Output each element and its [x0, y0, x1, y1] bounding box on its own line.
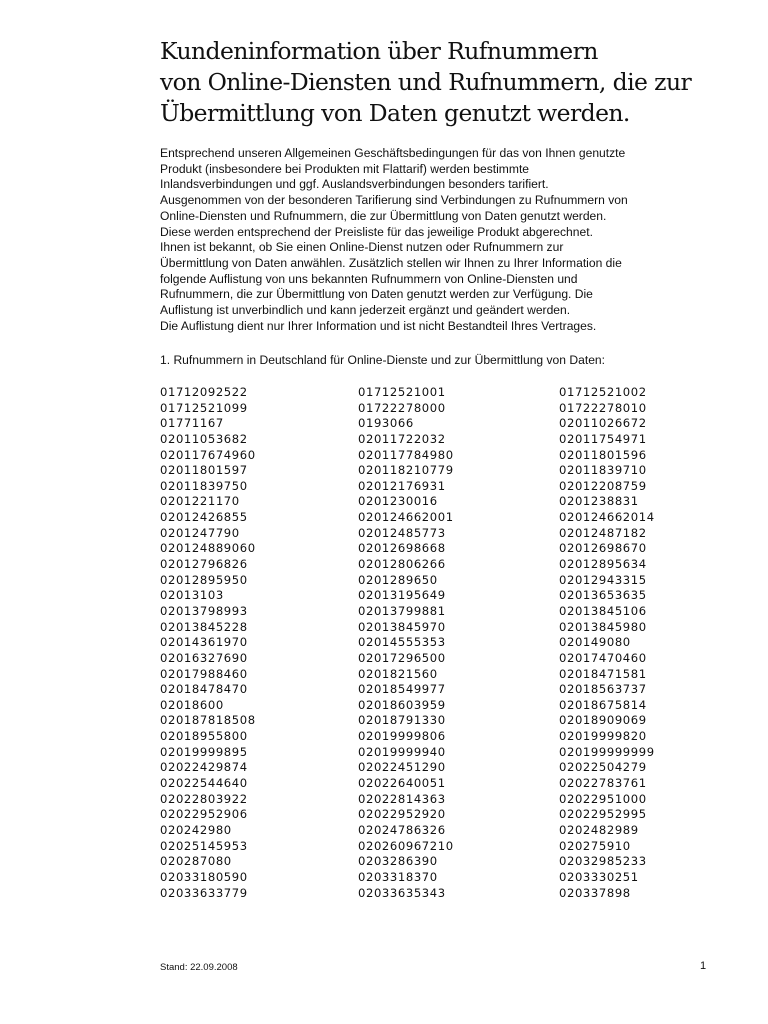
phone-number: 02012698668	[358, 541, 446, 556]
phone-number: 020124662014	[559, 510, 655, 525]
phone-number: 02022504279	[559, 760, 647, 775]
phone-number: 02022952920	[358, 807, 446, 822]
phone-number: 020124662001	[358, 510, 454, 525]
page-title	[160, 36, 740, 129]
phone-number: 02011026672	[559, 416, 647, 431]
phone-number: 0201289650	[358, 572, 438, 587]
phone-number: 02013845980	[559, 619, 647, 634]
phone-number: 02019999806	[358, 729, 446, 744]
number-row	[160, 588, 720, 604]
phone-number: 01722278000	[358, 400, 446, 415]
number-row	[160, 667, 720, 683]
phone-number: 02011722032	[358, 431, 446, 446]
phone-number: 02018675814	[559, 697, 647, 712]
phone-number: 02011801596	[559, 447, 647, 462]
phone-number: 02019999895	[160, 744, 248, 759]
phone-number: 02018549977	[358, 682, 446, 697]
phone-number: 02022951000	[559, 791, 647, 806]
phone-number: 020118210779	[358, 463, 454, 478]
phone-number: 02017470460	[559, 650, 647, 665]
phone-number: 02019999820	[559, 729, 647, 744]
intro-line: Auflistung ist unverbindlich und kann jederzeit ergänzt und geändert werden.	[160, 303, 571, 318]
phone-number: 02013845970	[358, 619, 446, 634]
phone-number: 02018471581	[559, 666, 647, 681]
phone-number: 020337898	[559, 885, 631, 900]
phone-number: 02022640051	[358, 776, 446, 791]
number-row	[160, 573, 720, 589]
phone-number: 020260967210	[358, 838, 454, 853]
number-row	[160, 401, 720, 417]
intro-line: Inlandsverbindungen und ggf. Auslandsverbindungen besonders tarifiert.	[160, 177, 549, 192]
number-row	[160, 448, 720, 464]
phone-number: 0203318370	[358, 869, 438, 884]
intro-line: Produkt (insbesondere bei Produkten mit Flattarif) werden bestimmte	[160, 161, 530, 176]
intro-line: Die Auflistung dient nur Ihrer Information und ist nicht Bestandteil Ihres Vertrages.	[160, 318, 597, 333]
phone-number: 02022451290	[358, 760, 446, 775]
phone-number: 02018563737	[559, 682, 647, 697]
phone-number: 020287080	[160, 854, 232, 869]
phone-number: 01771167	[160, 416, 224, 431]
phone-number: 0201230016	[358, 494, 438, 509]
intro-line: Ihnen ist bekannt, ob Sie einen Online-Dienst nutzen oder Rufnummern zur	[160, 240, 564, 255]
phone-number: 02017988460	[160, 666, 248, 681]
phone-number: 02013845228	[160, 619, 248, 634]
phone-number: 02025145953	[160, 838, 248, 853]
phone-number: 020117674960	[160, 447, 256, 462]
phone-number: 01712521001	[358, 385, 446, 399]
phone-number: 02013195649	[358, 588, 446, 603]
intro-line: folgende Auflistung von uns bekannten Rufnummern von Online-Diensten und	[160, 271, 578, 286]
intro-line: Übermittlung von Daten anwählen. Zusätzlich stellen wir Ihnen zu Ihrer Information die	[160, 255, 622, 270]
phone-number: 02014361970	[160, 635, 248, 650]
intro-line: Entsprechend unseren Allgemeinen Geschäftsbedingungen für das von Ihnen genutzte	[160, 146, 626, 160]
phone-number: 02011801597	[160, 463, 248, 478]
phone-number: 02011053682	[160, 431, 248, 446]
number-row	[160, 635, 720, 651]
phone-number: 020187818508	[160, 713, 256, 728]
page-number: 1	[700, 960, 707, 972]
phone-number: 0203330251	[559, 869, 639, 884]
number-row	[160, 541, 720, 557]
number-row	[160, 854, 720, 870]
footer-date: Stand: 22.09.2008	[160, 962, 238, 973]
phone-number: 02012176931	[358, 478, 446, 493]
phone-number: 0203286390	[358, 854, 438, 869]
phone-number: 02012895950	[160, 572, 248, 587]
number-row	[160, 604, 720, 620]
phone-number: 01712092522	[160, 385, 248, 399]
phone-number-list	[160, 385, 720, 901]
number-row	[160, 479, 720, 495]
number-row	[160, 776, 720, 792]
number-row	[160, 729, 720, 745]
number-row	[160, 620, 720, 636]
number-row	[160, 807, 720, 823]
phone-number: 02011839750	[160, 478, 248, 493]
phone-number: 02018955800	[160, 729, 248, 744]
intro-paragraph	[160, 146, 680, 334]
phone-number: 0193066	[358, 416, 414, 431]
intro-line: Online-Diensten und Rufnummern, die zur Übermittlung von Daten genutzt werden.	[160, 208, 607, 223]
title-line: Übermittlung von Daten genutzt werden.	[160, 99, 630, 127]
number-row	[160, 886, 720, 902]
number-row	[160, 839, 720, 855]
phone-number: 02022952906	[160, 807, 248, 822]
phone-number: 02011839710	[559, 463, 647, 478]
phone-number: 020242980	[160, 822, 232, 837]
phone-number: 02018909069	[559, 713, 647, 728]
phone-number: 02013103	[160, 588, 224, 603]
number-row	[160, 494, 720, 510]
phone-number: 02012943315	[559, 572, 647, 587]
phone-number: 02019999940	[358, 744, 446, 759]
phone-number: 02011754971	[559, 431, 647, 446]
phone-number: 01722278010	[559, 400, 647, 415]
section-heading: 1. Rufnummern in Deutschland für Online-Dienste und zur Übermittlung von Daten:	[160, 353, 606, 367]
phone-number: 02013798993	[160, 603, 248, 618]
phone-number: 02033633779	[160, 885, 248, 900]
phone-number: 02012895634	[559, 557, 647, 572]
phone-number: 02022429874	[160, 760, 248, 775]
phone-number: 02018600	[160, 697, 224, 712]
number-row	[160, 823, 720, 839]
number-row	[160, 792, 720, 808]
phone-number: 020149080	[559, 635, 631, 650]
number-row	[160, 698, 720, 714]
phone-number: 02018478470	[160, 682, 248, 697]
phone-number: 02033180590	[160, 869, 248, 884]
phone-number: 02022803922	[160, 791, 248, 806]
intro-line: Ausgenommen von der besonderen Tarifierung sind Verbindungen zu Rufnummern von	[160, 193, 628, 208]
phone-number: 02012426855	[160, 510, 248, 525]
phone-number: 02012487182	[559, 525, 647, 540]
phone-number: 02024786326	[358, 822, 446, 837]
phone-number: 0201221170	[160, 494, 240, 509]
phone-number: 02018791330	[358, 713, 446, 728]
phone-number: 02018603959	[358, 697, 446, 712]
phone-number: 01712521002	[559, 385, 647, 399]
number-row	[160, 651, 720, 667]
intro-line: Diese werden entsprechend der Preisliste für das jeweilige Produkt abgerechnet.	[160, 224, 593, 239]
title-line: Kundeninformation über Rufnummern	[160, 37, 598, 65]
phone-number: 02014555353	[358, 635, 446, 650]
number-row	[160, 557, 720, 573]
phone-number: 02022544640	[160, 776, 248, 791]
number-row	[160, 463, 720, 479]
phone-number: 02033635343	[358, 885, 446, 900]
number-row	[160, 713, 720, 729]
phone-number: 02012208759	[559, 478, 647, 493]
number-row	[160, 682, 720, 698]
number-row	[160, 526, 720, 542]
number-row	[160, 416, 720, 432]
phone-number: 02013845106	[559, 603, 647, 618]
phone-number: 02013799881	[358, 603, 446, 618]
number-row	[160, 510, 720, 526]
phone-number: 020117784980	[358, 447, 454, 462]
phone-number: 02022952995	[559, 807, 647, 822]
phone-number: 01712521099	[160, 400, 248, 415]
phone-number: 02012806266	[358, 557, 446, 572]
number-row	[160, 760, 720, 776]
phone-number: 020124889060	[160, 541, 256, 556]
number-row	[160, 745, 720, 761]
phone-number: 02017296500	[358, 650, 446, 665]
phone-number: 02012698670	[559, 541, 647, 556]
number-row	[160, 870, 720, 886]
phone-number: 02022783761	[559, 776, 647, 791]
number-row	[160, 432, 720, 448]
phone-number: 020199999999	[559, 744, 655, 759]
phone-number: 0202482989	[559, 822, 639, 837]
number-row	[160, 385, 720, 401]
phone-number: 020275910	[559, 838, 631, 853]
phone-number: 02012796826	[160, 557, 248, 572]
phone-number: 02013653635	[559, 588, 647, 603]
phone-number: 0201821560	[358, 666, 438, 681]
phone-number: 02016327690	[160, 650, 248, 665]
phone-number: 02032985233	[559, 854, 647, 869]
phone-number: 02022814363	[358, 791, 446, 806]
phone-number: 0201247790	[160, 525, 240, 540]
phone-number: 02012485773	[358, 525, 446, 540]
phone-number: 0201238831	[559, 494, 639, 509]
title-line: von Online-Diensten und Rufnummern, die zur	[160, 68, 692, 96]
intro-line: Rufnummern, die zur Übermittlung von Daten genutzt werden zur Verfügung. Die	[160, 287, 593, 302]
